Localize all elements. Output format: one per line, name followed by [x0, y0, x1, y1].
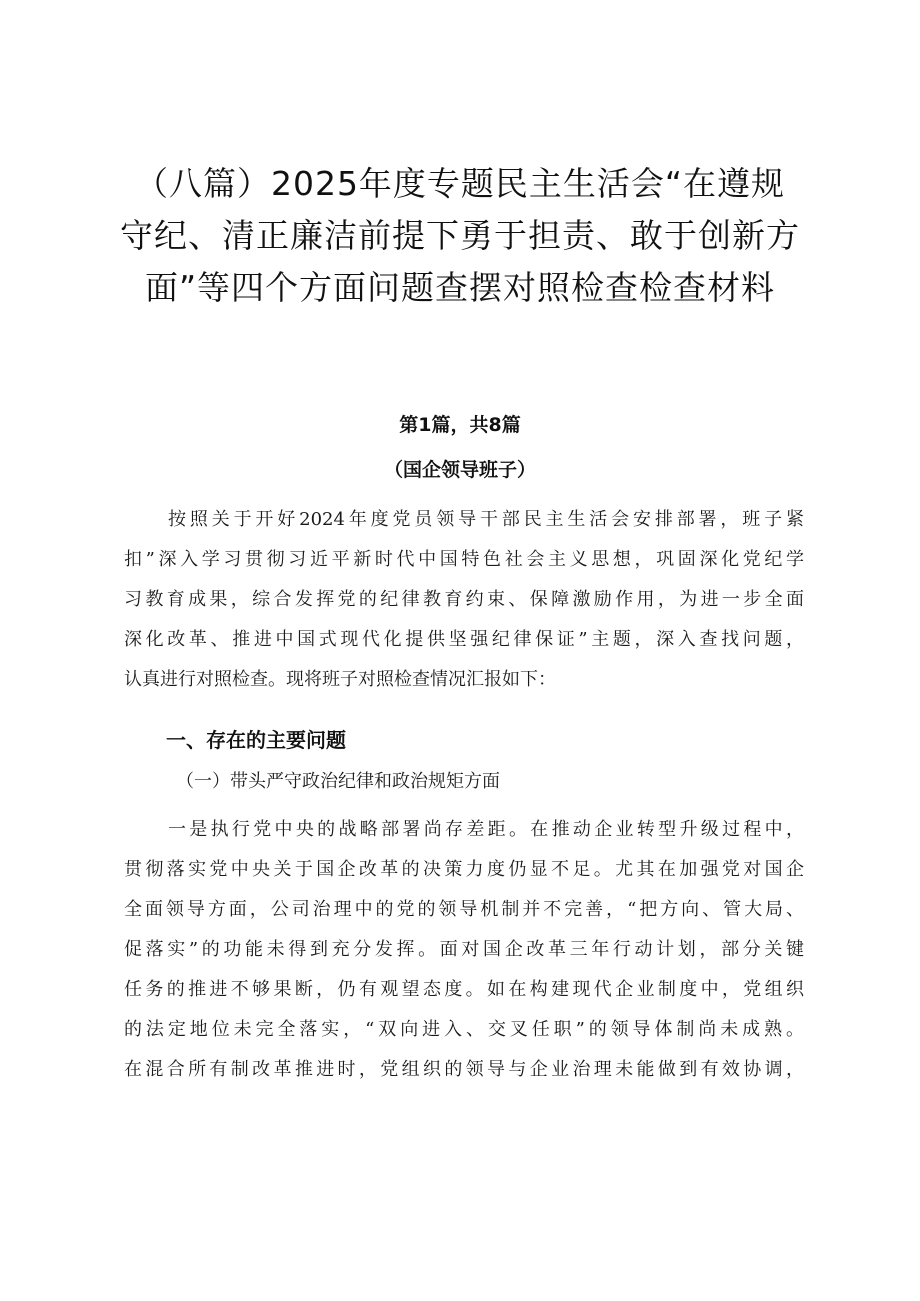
paragraph-line: 认真进行对照检查。现将班子对照检查情况汇报如下：	[124, 669, 556, 690]
paragraph-line: 促落实”的功能未得到充分发挥。面对国企改革三年行动计划，部分关键	[124, 939, 804, 960]
paragraph-line: 的法定地位未完全落实，“双向进入、交叉任职”的领导体制尚未成熟。	[124, 1019, 804, 1040]
paragraph-line: 深化改革、推进中国式现代化提供坚强纪律保证”主题，深入查找问题，	[124, 629, 804, 650]
body-paragraph	[124, 810, 804, 1134]
paragraph-line: 一是执行党中央的战略部署尚存差距。在推动企业转型升级过程中，	[168, 819, 804, 840]
title-line: 面”等四个方面问题查摆对照检查检查材料	[144, 268, 776, 307]
paragraph-line: 扣”深入学习贯彻习近平新时代中国特色社会主义思想，巩固深化党纪学	[124, 549, 804, 570]
paragraph-line: 在混合所有制改革推进时，党组织的领导与企业治理未能做到有效协调，	[124, 1059, 804, 1080]
subsection-heading: （一）带头严守政治纪律和政治规矩方面	[176, 771, 500, 792]
paragraph-line: 习教育成果，综合发挥党的纪律教育约束、保障激励作用，为进一步全面	[124, 589, 804, 610]
paragraph-line: 任务的推进不够果断，仍有观望态度。如在构建现代企业制度中，党组织	[124, 979, 804, 1000]
title-line: （八篇）2025年度专题民主生活会“在遵规	[134, 164, 786, 203]
document-title	[100, 158, 820, 314]
part-number-heading: 第1篇，共8篇	[399, 414, 521, 436]
part-subtitle: （国企领导班子）	[383, 459, 536, 481]
paragraph-line: 按照关于开好2024年度党员领导干部民主生活会安排部署，班子紧	[168, 509, 804, 530]
section-heading: 一、存在的主要问题	[166, 728, 346, 752]
paragraph-line: 全面领导方面，公司治理中的党的领导机制并不完善，“把方向、管大局、	[124, 899, 804, 920]
title-line: 守纪、清正廉洁前提下勇于担责、敢于创新方	[120, 216, 800, 255]
paragraph-line: 贯彻落实党中央关于国企改革的决策力度仍显不足。尤其在加强党对国企	[124, 859, 804, 880]
intro-paragraph	[124, 500, 804, 700]
